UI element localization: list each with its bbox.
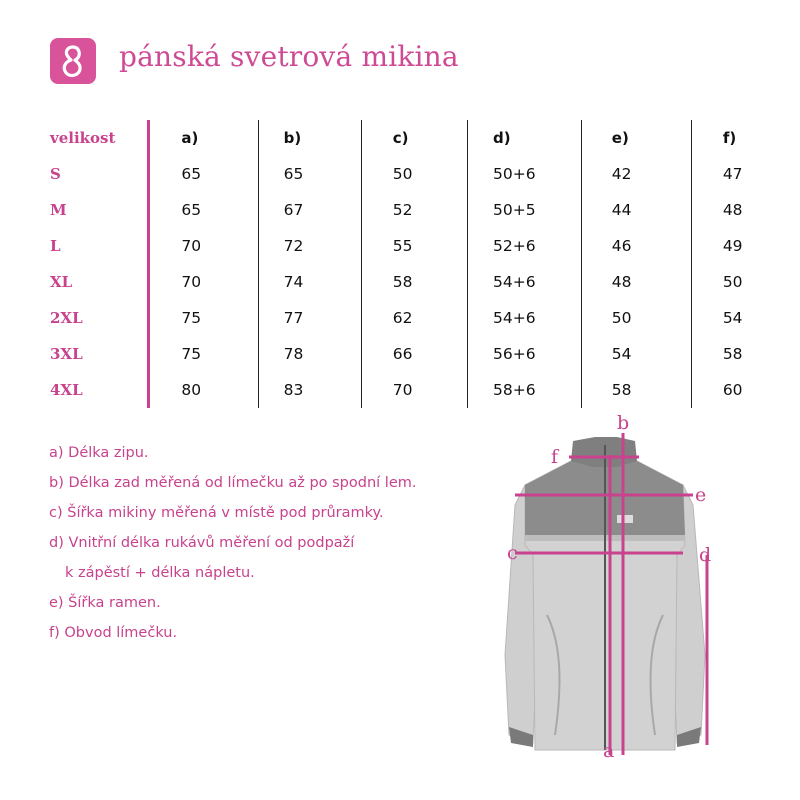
value-cell: 60 [722,381,743,399]
value-cell: 77 [258,300,361,336]
value-cell: 46 [581,228,691,264]
size-cell: XL [40,264,149,300]
value-cell: 72 [258,228,361,264]
value-cell: 55 [361,228,467,264]
value-cell: 75 [149,336,258,372]
size-cell: 2XL [40,300,149,336]
value-cell: 58 [722,345,743,363]
measurement-legend [49,438,479,648]
logo-icon [50,38,96,84]
brand-logo [50,38,96,84]
value-cell: 50+6 [468,156,582,192]
value-cell: 52 [361,192,467,228]
column-header-c: c) [361,120,467,156]
legend-item-d: d) Vnitřní délka rukávů měření od podpaží [49,535,355,551]
legend-item-b: b) Délka zad měřená od límečku až po spodní lem. [49,475,417,491]
value-cell: 65 [149,192,258,228]
label-f: f [551,446,559,468]
column-header-d: d) [468,120,582,156]
page-title: pánská svetrová mikina [119,40,459,73]
value-cell: 48 [722,201,743,219]
value-cell: 54+6 [468,264,582,300]
value-cell: 54 [722,309,743,327]
value-cell: 47 [722,165,743,183]
jacket-figure [495,405,735,785]
measurement-diagram [495,405,735,785]
legend-item-a: a) Délka zipu. [49,445,149,461]
label-b: b [617,412,630,434]
size-cell: M [40,192,149,228]
table-header-row [40,120,800,156]
size-table [40,120,800,408]
column-header-size: velikost [40,120,149,156]
value-cell: 52+6 [468,228,582,264]
value-cell: 50 [361,156,467,192]
size-cell: 3XL [40,336,149,372]
chest-logo [617,515,633,523]
label-d: d [699,544,712,566]
value-cell: 58 [361,264,467,300]
value-cell: 44 [581,192,691,228]
table-row [40,264,800,300]
value-cell: 70 [149,264,258,300]
value-cell: 54+6 [468,300,582,336]
value-cell: 65 [258,156,361,192]
value-cell: 49 [722,237,743,255]
table-row [40,336,800,372]
table-row [40,228,800,264]
value-cell: 50 [722,273,743,291]
value-cell: 54 [581,336,691,372]
size-cell: 4XL [40,372,149,408]
column-header-e: e) [581,120,691,156]
value-cell: 80 [149,372,258,408]
value-cell: 70 [149,228,258,264]
value-cell: 56+6 [468,336,582,372]
column-header-f: f) [722,129,737,147]
legend-item-c: c) Šířka mikiny měřená v místě pod průramky. [49,505,384,521]
table-row [40,156,800,192]
value-cell: 66 [361,336,467,372]
value-cell: 62 [361,300,467,336]
label-e: e [695,484,707,506]
table-row [40,192,800,228]
value-cell: 78 [258,336,361,372]
value-cell: 50 [581,300,691,336]
value-cell: 48 [581,264,691,300]
size-cell: L [40,228,149,264]
value-cell: 58 [581,372,691,408]
value-cell: 65 [149,156,258,192]
legend-item-f: f) Obvod límečku. [49,625,178,641]
legend-item-e: e) Šířka ramen. [49,595,161,611]
value-cell: 58+6 [468,372,582,408]
legend-item-d-continued: k zápěstí + délka nápletu. [65,565,255,581]
column-header-b: b) [258,120,361,156]
label-c: c [507,542,518,564]
value-cell: 74 [258,264,361,300]
value-cell: 67 [258,192,361,228]
label-a: a [603,740,615,762]
column-header-a: a) [149,120,258,156]
value-cell: 42 [581,156,691,192]
value-cell: 70 [361,372,467,408]
value-cell: 83 [258,372,361,408]
table-row [40,372,800,408]
value-cell: 75 [149,300,258,336]
table-row [40,300,800,336]
value-cell: 50+5 [468,192,582,228]
size-cell: S [40,156,149,192]
